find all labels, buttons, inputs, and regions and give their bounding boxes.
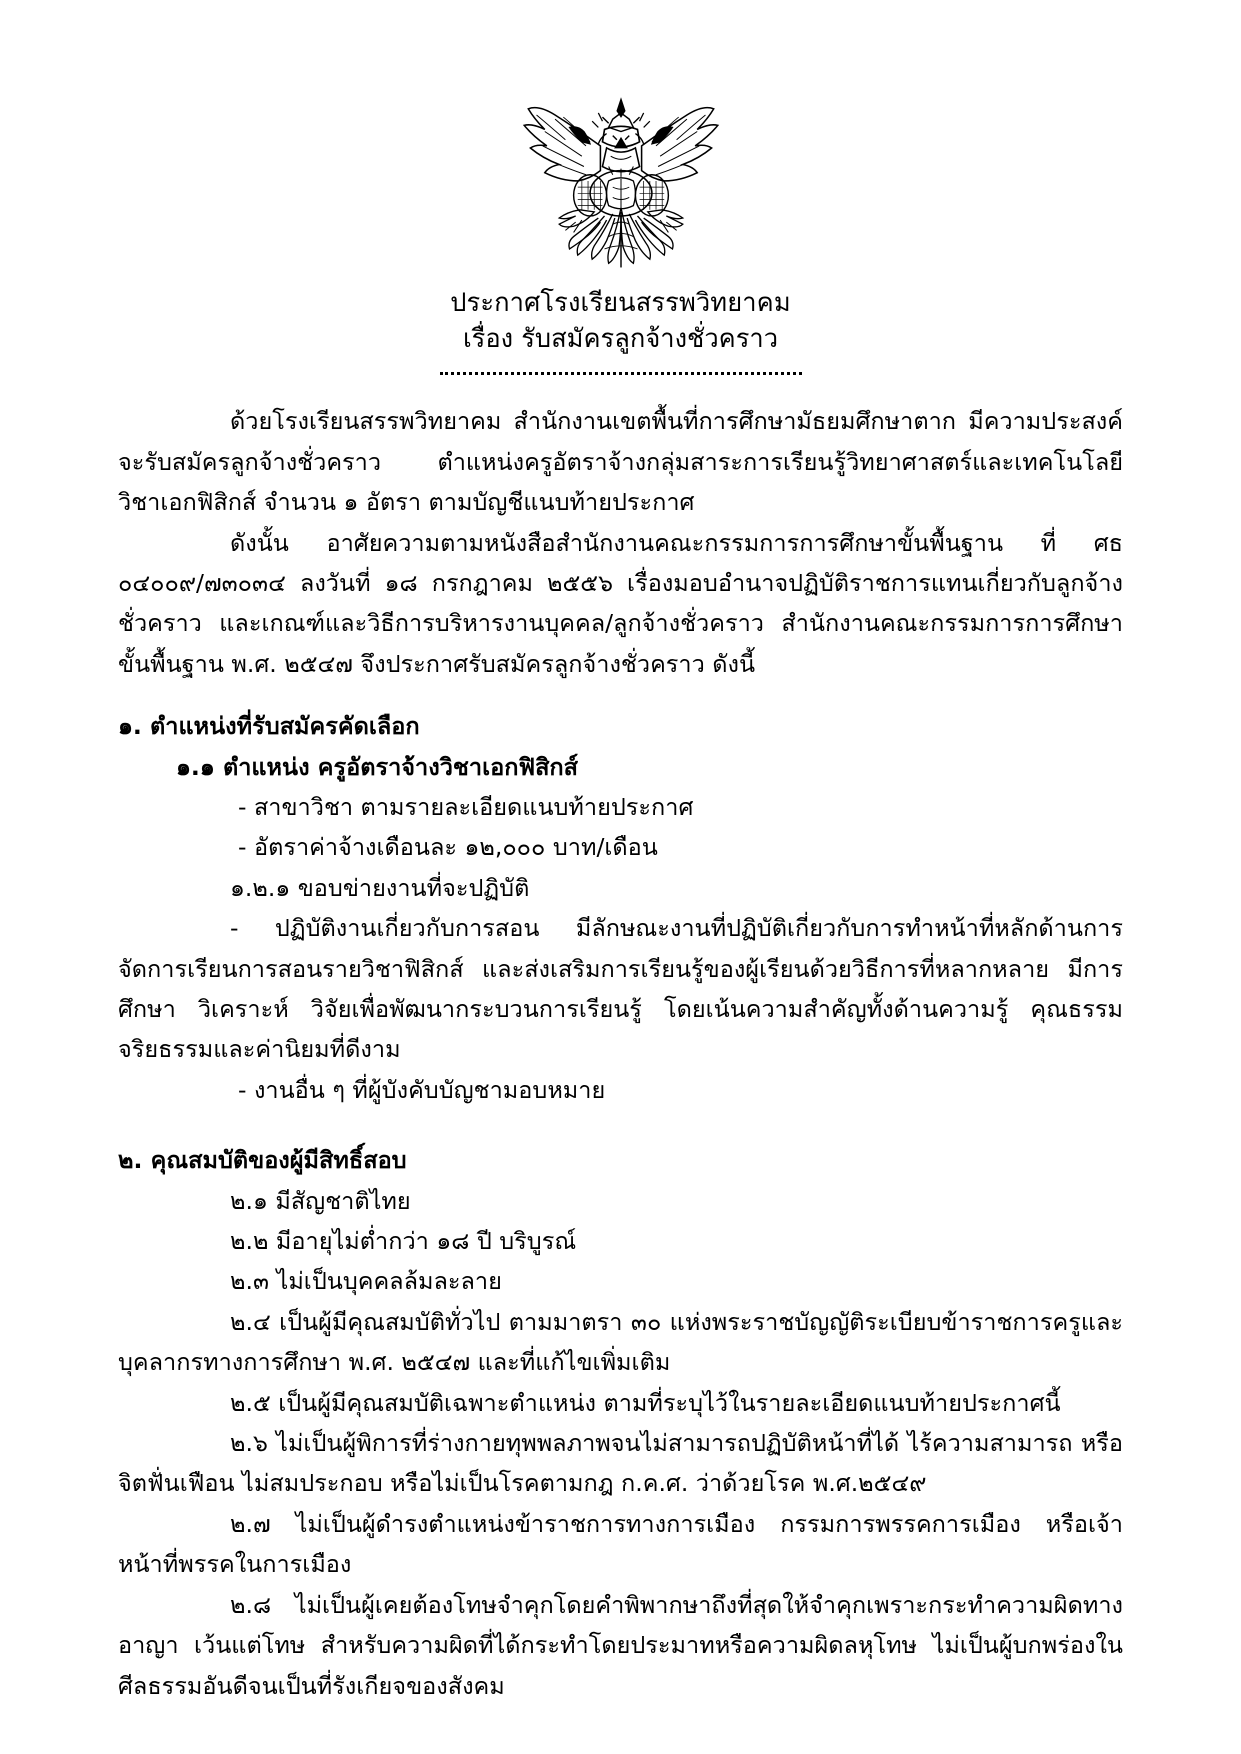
qualification-item: ๒.๗ ไม่เป็นผู้ดำรงตำแหน่งข้าราชการทางการเมือง กรรมการพรรคการเมือง หรือเจ้าหน้าที่พรรคในการเมือง xyxy=(118,1509,1123,1579)
section-1-1-heading: ๑.๑ ตำแหน่ง ครูอัตราจ้างวิชาเอกฟิสิกส์ xyxy=(176,752,579,781)
qualification-item: ๒.๒ มีอายุไม่ต่ำกว่า ๑๘ ปี บริบูรณ์ xyxy=(230,1227,577,1256)
section-1-duties-paragraph: - ปฏิบัติงานเกี่ยวกับการสอน มีลักษณะงานที่ปฏิบัติเกี่ยวกับการทำหน้าที่หลักด้านการจัดการเรียนการสอนรายวิชาฟิสิกส์ และส่งเสริมการเรียนรู้ของผู้เรียนด้วยวิธีการที่หลากหลาย มีการศึกษา วิเคราะห์ วิจัยเพื่อพัฒนากระบวนการเรียนรู้ โดยเน้นความสำคัญทั้งด้านความรู้ คุณธรรม จริยธรรมและค่านิยมที่ดีงาม xyxy=(118,914,1123,1064)
section-1-bullet-3: - งานอื่น ๆ ที่ผู้บังคับบัญชามอบหมาย xyxy=(238,1075,606,1104)
qualification-item: ๒.๔ เป็นผู้มีคุณสมบัติทั่วไป ตามมาตรา ๓๐ แห่งพระราชบัญญัติระเบียบข้าราชการครูและบุคลากรทางการศึกษา พ.ศ. ๒๕๔๗ และที่แก้ไขเพิ่มเติม xyxy=(118,1307,1123,1377)
emblem-container xyxy=(118,0,1123,274)
section-1-bullet-1: - สาขาวิชา ตามรายละเอียดแนบท้ายประกาศ xyxy=(238,792,694,821)
section-1-2-1-heading: ๑.๒.๑ ขอบข่ายงานที่จะปฏิบัติ xyxy=(230,873,530,902)
dotted-separator-container xyxy=(118,372,1123,375)
qualification-item: ๒.๘ ไม่เป็นผู้เคยต้องโทษจำคุกโดยคำพิพากษาถึงที่สุดให้จำคุกเพราะกระทำความผิดทางอาญา เว้นแต่โทษ สำหรับความผิดที่ได้กระทำโดยประมาทหรือความผิดลหุโทษ ไม่เป็นผู้บกพร่องในศีลธรรมอันดีจนเป็นที่รังเกียจของสังคม xyxy=(118,1590,1123,1700)
qualification-item: ๒.๕ เป็นผู้มีคุณสมบัติเฉพาะตำแหน่ง ตามที่ระบุไว้ในรายละเอียดแนบท้ายประกาศนี้ xyxy=(230,1388,1061,1417)
document-content xyxy=(118,0,1123,1754)
intro-paragraph-1: ด้วยโรงเรียนสรรพวิทยาคม สำนักงานเขตพื้นที่การศึกษามัธยมศึกษาตาก มีความประสงค์จะรับสมัครลูกจ้างชั่วคราว ตำแหน่งครูอัตราจ้างกลุ่มสาระการเรียนรู้วิทยาศาสตร์และเทคโนโลยี วิชาเอกฟิสิกส์ จำนวน ๑ อัตรา ตามบัญชีแนบท้ายประกาศ xyxy=(118,407,1123,517)
intro-paragraph-2: ดังนั้น อาศัยความตามหนังสือสำนักงานคณะกรรมการการศึกษาขั้นพื้นฐาน ที่ ศธ ๐๔๐๐๙/๗๓๐๓๔ ลงวันที่ ๑๘ กรกฎาคม ๒๕๕๖ เรื่องมอบอำนาจปฏิบัติราชการแทนเกี่ยวกับลูกจ้างชั่วคราว และเกณฑ์และวิธีการบริหารงานบุคคล/ลูกจ้างชั่วคราว สำนักงานคณะกรรมการการศึกษาขั้นพื้นฐาน พ.ศ. ๒๕๔๗ จึงประกาศรับสมัครลูกจ้างชั่วคราว ดังนี้ xyxy=(118,528,1123,678)
document-subtitle: เรื่อง รับสมัครลูกจ้างชั่วคราว xyxy=(462,324,779,355)
document-body xyxy=(118,401,1123,1706)
spacer xyxy=(118,1110,1123,1140)
qualification-item: ๒.๖ ไม่เป็นผู้พิการที่ร่างกายทุพพลภาพจนไม่สามารถปฏิบัติหน้าที่ได้ ไร้ความสามารถ หรือจิตฟั่นเฟือน ไม่สมประกอบ หรือไม่เป็นโรคตามกฎ ก.ค.ศ. ว่าด้วยโรค พ.ศ.๒๕๔๙ xyxy=(118,1429,1123,1498)
qualification-item: ๒.๓ ไม่เป็นบุคคลล้มละลาย xyxy=(230,1267,502,1296)
dotted-separator xyxy=(440,372,802,375)
document-title: ประกาศโรงเรียนสรรพวิทยาคม xyxy=(450,288,791,318)
qualification-item: ๒.๑ มีสัญชาติไทย xyxy=(230,1186,411,1215)
section-1-bullet-2: - อัตราค่าจ้างเดือนละ ๑๒,๐๐๐ บาท/เดือน xyxy=(238,833,658,862)
garuda-emblem xyxy=(518,92,724,274)
section-1-heading: ๑. ตำแหน่งที่รับสมัครคัดเลือก xyxy=(118,712,420,741)
section-2-heading: ๒. คุณสมบัติของผู้มีสิทธิ์สอบ xyxy=(118,1146,407,1175)
spacer xyxy=(118,684,1123,706)
